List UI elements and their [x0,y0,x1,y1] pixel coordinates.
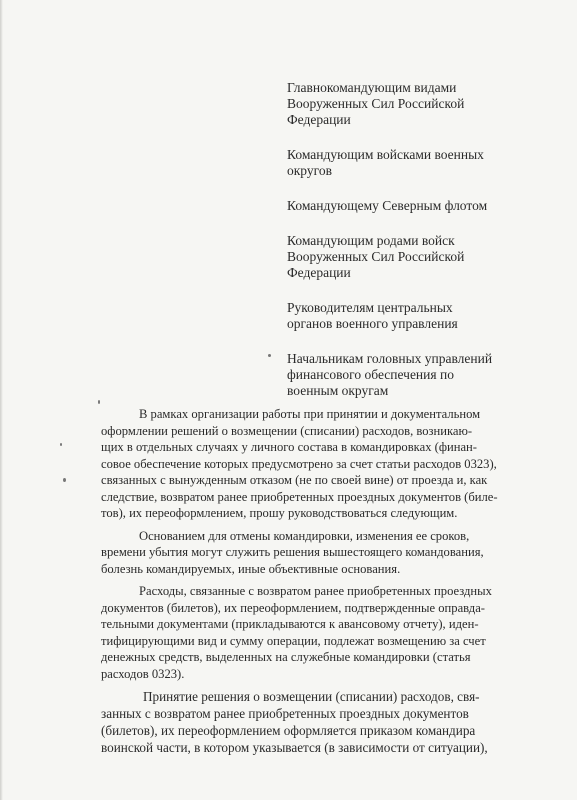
scan-speck [268,354,271,357]
text-line: следствие, возвратом ранее приобретенных проездных документов (биле- [101,489,498,504]
text-line: Расходы, связанные с возвратом ранее приобретенных проездных [139,584,492,598]
addressee-line: округов [287,163,332,178]
letter-body [101,406,517,762]
text-line: времени убытия могут служить решения вышестоящего командования, [101,545,484,559]
text-line: документов (билетов), их переоформлением, подтвержденные оправда- [101,600,485,615]
text-line: В рамках организации работы при принятии и документальном [139,407,481,421]
text-line: денежных средств, выделенных на служебные командировки (статья [101,650,471,664]
text-line: (билетов), их переоформлением оформляется приказом командира [101,723,476,738]
scan-speck [60,443,62,446]
text-line: оформлении решений о возмещении (списании) расходов, возникаю- [101,423,473,438]
text-line: болезнь командируемых, иные объективные основания. [101,561,401,576]
addressee-line: Главнокомандующим видами [287,80,457,95]
text-line: щих в отдельных случаях у личного состава в командировках (финан- [101,440,477,454]
addressee-line: Вооруженных Сил Российской [287,249,465,264]
text-line: занных с возвратом ранее приобретенных проездных документов [101,706,469,721]
text-line: расходов 0323). [101,666,185,681]
addressee-line: Командующему Северным флотом [287,198,488,213]
addressee-5 [287,300,527,332]
addressee-block [287,80,527,418]
addressee-line: Командующим войсками военных [287,147,484,162]
page-edge-shadow [0,0,3,800]
text-line: тов), их переоформлением, прошу руководствоваться следующим. [101,506,458,520]
text-line: тифицирующими вид и сумму операции, подлежат возмещению за счет [101,633,486,648]
text-line: Принятие решения о возмещении (списании) расходов, свя- [143,689,480,704]
paragraph-3 [101,583,517,682]
paragraph-2 [101,528,517,578]
addressee-4 [287,233,527,281]
paragraph-4 [101,688,517,756]
addressee-line: Федерации [287,112,351,127]
addressee-line: Федерации [287,265,351,280]
addressee-2 [287,147,527,179]
addressee-line: военным округам [287,383,389,398]
text-line: Основанием для отмены командировки, изменения ее сроков, [139,528,470,543]
text-line: совое обеспечение которых предусмотрено за счет статьи расходов 0323), [101,456,497,471]
scan-speck [63,478,66,482]
addressee-line: Руководителям центральных [287,300,453,315]
addressee-line: Командующим родами войск [287,233,455,248]
addressee-3 [287,198,527,214]
text-line: тельными документами (прикладываются к авансовому отчету), иден- [101,617,479,631]
addressee-line: финансового обеспечения по [287,367,454,382]
paragraph-1 [101,406,517,522]
addressee-line: Вооруженных Сил Российской [287,96,465,111]
text-line: связанных с вынужденным отказом (не по своей вине) от проезда и, как [101,473,488,487]
addressee-1 [287,80,527,128]
scan-speck [98,400,100,404]
addressee-line: органов военного управления [287,316,458,331]
addressee-6 [287,351,527,399]
text-line: воинской части, в котором указывается (в зависимости от ситуации), [101,740,488,755]
addressee-line: Начальникам головных управлений [287,351,493,366]
